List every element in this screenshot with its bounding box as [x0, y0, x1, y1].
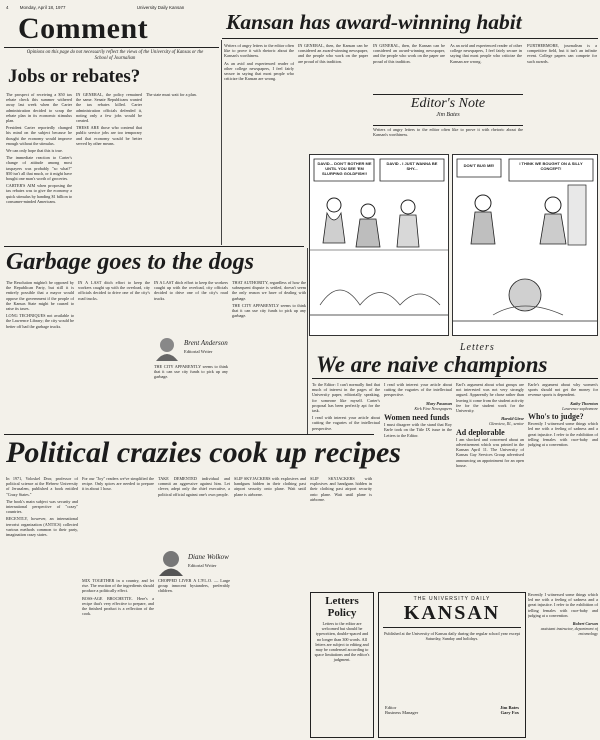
garbage-para-4: THAT AUTHORITY, regardless of how the subsequent dispute is settled, doesn't seem the only reason we have of dealing with garbage.	[232, 280, 306, 301]
kansan-rule	[222, 38, 598, 39]
cartoon-left	[309, 154, 449, 336]
champions-para-7b: Recently I witnessed some things which led me with a feeling of sadness and a great injustice. I refer to the exhibition of telling females with race-baby and judging at a convention.	[528, 592, 598, 618]
garbage-para-5: THE CITY APPARENTLY seems to think that it can use city funds to pick up any garbage.	[232, 302, 306, 319]
champions-para-7: Recently I witnessed some things which led me with a feeling of sadness and a great injustice. I refer to the exhibition of telling females with race-baby and judging at a convention.	[528, 421, 598, 448]
masthead-manager-label: Business Manager	[385, 710, 419, 715]
women-title: Women need funds	[384, 413, 450, 423]
champions-headline: We are naive champions	[316, 352, 548, 377]
kansan-para-3b: IN GENERAL, then, the Kansan can be considered an award-winning newspaper, and the people who work on the paper are proud of this tradition.	[373, 43, 445, 64]
kansan-para-3: IN GENERAL, then, the Kansan can be considered an award-winning newspaper, and the people who work on the paper are proud of this tradition.	[298, 43, 368, 64]
champions-column-3	[456, 382, 524, 588]
champions-para-5: I must disagree with the stand that Roy Earle took on the Title IX issue in the Letters to the Editor.	[384, 422, 452, 438]
whos-title: Who's to judge?	[528, 412, 584, 422]
garbage-byline-title: Editorial Writer	[184, 349, 213, 354]
comment-section-title: Comment	[18, 12, 149, 45]
political-para-9b: SLIP SKYJACKERS with explosives and handguns hidden in their clothing past airport security onto plane. Wait until plane is airborne.	[310, 476, 372, 502]
garbage-column-2	[78, 280, 150, 430]
masthead-box	[378, 592, 526, 738]
champions-para-4: I am shocked and concerned about an advertisement which was printed in the Kansan April 11. The University of Kansas Gay Services Group advertised announcing an appointment for an open house.	[456, 436, 524, 468]
cartoon-right	[452, 154, 598, 336]
champions-para-1: To the Editor: I can't normally find that much of interest in the pages of the University paper, editorially speaking, for someone like myself. Carter's proposal has been perfectly apt for the task.	[312, 382, 380, 414]
champions-signer-4: Robert Carson	[572, 621, 598, 627]
political-para-1: In 1971, Voloskel Dror, professor of political science at the Hebrew University of Jerusalem, published a book entitled "Crazy States."	[6, 476, 78, 497]
champions-signer-3-role: Lawrence sophomore	[562, 405, 598, 411]
comment-rule	[4, 47, 219, 48]
folio-paper: University Daily Kansan	[136, 5, 185, 10]
political-para-5: MIX TOGETHER in a country, and let rise. The reaction of the ingredients should produce a politically effect.	[82, 578, 154, 594]
comment-para-7: THESE ARE those who contend that public service jobs are too temporary and that economy would be better served by other means.	[76, 125, 142, 146]
garbage-para-3b: IN A LAST ditch effort to keep the workers caught up with the overload, city officials decided to drive one of the city's road trucks.	[154, 280, 228, 301]
comment-column-2	[76, 92, 142, 244]
editors-note-title: Editor's Note	[410, 96, 486, 111]
masthead-editor: Jim Bates	[500, 705, 519, 710]
comment-para-5: CARTER'S AIM when proposing the tax rebates was to give the economy a quick stimulus by handing $1 billion to consumer-minded Americans.	[6, 183, 72, 204]
champions-column-5	[528, 592, 598, 736]
kansan-headline: Kansan has award-winning habit	[226, 10, 522, 34]
garbage-rule	[4, 246, 304, 247]
folio-page-number: 4	[6, 5, 9, 10]
political-column-6	[234, 476, 306, 736]
editors-note-box	[373, 94, 523, 126]
comment-headline: Jobs or rebates?	[8, 66, 141, 87]
champions-rule	[312, 378, 598, 379]
kansan-para-4: FURTHERMORE, journalism is a competitive field, but it isn't an infinite event. College papers can compete for such awards.	[527, 43, 597, 64]
kansan-column-3	[373, 43, 445, 91]
garbage-para-5b: THE CITY APPARENTLY seems to think that it can use city funds to pick up any garbage.	[154, 364, 228, 380]
comment-para-3: We can only hope that this is true.	[6, 148, 63, 154]
masthead-editor-label: Editor	[385, 705, 397, 710]
cartoon-right-bubble-2: I THINK WE BOUGHT ON A SILLY CONCEPT!	[519, 161, 583, 171]
champions-signer-2: Harold Giese	[501, 416, 524, 422]
political-column-4	[158, 476, 230, 546]
garbage-para-2: LONG TECHNIQUES not available to the Lawrence Library; the city would be better off had the garbage trucks.	[6, 313, 74, 329]
comment-para-4: The immediate reaction to Carter's change of attitude among most taxpayers was probably "so what?" $50 isn't all that much, or it might have bought one man's worth of groceries.	[6, 155, 72, 182]
ad-title: Ad deplorable	[456, 427, 505, 437]
champions-signer-4-role: assistant instructor, department of entomology	[540, 626, 598, 637]
kansan-column-4	[450, 43, 522, 91]
political-byline-name: Diane Wolkow	[188, 553, 229, 561]
editors-note-name: Jim Bates	[436, 112, 460, 118]
political-headline: Political crazies cook up recipes	[6, 436, 401, 469]
political-para-8: CHOPPED LIVER A L'P.L.O. — Large group innocent bystanders, preferably children.	[158, 578, 230, 594]
kansan-para-1: Writers of angry letters to the editor often like to prove it with rhetoric about the Kansan's worthiness.	[224, 43, 294, 59]
kansan-column-2	[298, 43, 368, 161]
champions-signer-1-role: Kirk Fine Newspapers	[414, 405, 452, 411]
political-byline-portrait	[158, 548, 184, 576]
letters-label: Letters	[460, 342, 495, 353]
cartoon-right-drawing	[453, 155, 597, 335]
comment-para-6: IN GENERAL, the policy remained the same. Senate Republicans wanted the tax rebates killed. Carter administration officials defended it, noting only a few jobs would be created.	[76, 92, 142, 124]
kansan-column-5	[527, 43, 597, 161]
kansan-para-2: As an avid and experienced reader of other college newspapers, I feel fairly secure in saying that most people who criticize the Kansan are wrong.	[224, 60, 294, 82]
political-para-4: For our "Joy" readers we've simplified the recipe. Only spices are needed to prepare it in about 1 hour.	[82, 476, 154, 492]
garbage-column-5	[154, 364, 228, 430]
political-column-3	[82, 578, 154, 736]
garbage-byline-name: Brent Anderson	[184, 339, 228, 347]
cartoon-left-drawing	[310, 155, 448, 335]
masthead-staff	[385, 705, 519, 715]
champions-para-2: I read with interest your article about cutting the vagaries of the intellectual perspective.	[312, 415, 380, 431]
letters-policy-title: Letters Policy	[325, 595, 359, 619]
political-para-7: TAKE DEMENTED individual and commit an aggressive against him. Let clever, adept only the chief executive, a political official against one's own people.	[158, 476, 230, 497]
political-byline-title: Editorial Writer	[188, 563, 217, 568]
column-separator	[307, 248, 308, 434]
garbage-byline-portrait	[154, 335, 180, 361]
comment-column-3	[146, 92, 216, 244]
masthead-name: KANSAN	[383, 602, 521, 628]
garbage-column-1	[6, 280, 74, 430]
cartoon-right-bubble-1: DON'T BUG ME!	[463, 163, 495, 168]
champions-column-2	[384, 382, 452, 588]
kansan-column-1	[224, 43, 294, 161]
masthead-manager: Gary Fox	[500, 710, 519, 715]
political-para-2: The book's main subject was security and international perspective of "crazy" countries.	[6, 498, 78, 515]
column-separator	[221, 40, 222, 245]
folio-date: Monday, April 18, 1977	[19, 5, 66, 10]
letters-policy-box	[310, 592, 374, 738]
garbage-headline: Garbage goes to the dogs	[6, 249, 254, 275]
cartoon-left-bubble-2: DAVID - I JUST WANNA BE SHY...	[386, 161, 438, 171]
masthead-label: THE UNIVERSITY DAILY	[413, 596, 491, 602]
masthead-manager-row	[385, 710, 519, 715]
political-column-5	[158, 578, 230, 736]
garbage-column-3	[154, 280, 228, 332]
comment-para-2: President Carter reportedly changed his mind on the subject because he thought the economy would improve enough without the stimulus.	[6, 125, 72, 146]
garbage-column-4	[232, 280, 306, 430]
champions-para-2b: I read with interest your article about cutting the vagaries of the intellectual perspective.	[384, 382, 452, 398]
comment-tagline: Opinions on this page do not necessarily reflect the views of the University of Kansas or the School of Journalism	[26, 50, 204, 61]
garbage-para-3: IN A LAST ditch effort to keep the workers caught up with the overload, city officials decided to drive one of the city's road trucks.	[78, 280, 150, 301]
comment-para-1: The prospect of receiving a $50 tax rebate check this summer withered away last week when the Carter administration decided to scrap the rebate plan in its economic stimulus plan.	[6, 92, 72, 124]
political-column-2	[82, 476, 154, 546]
champions-column-1	[312, 382, 380, 588]
political-para-6: BOSS-AGE BROCHETTE. Here's a recipe that's very effective to prepare, and the finished product is a reflection of the cook.	[82, 595, 154, 617]
champions-signer-3: Kathy Thornton	[570, 400, 598, 406]
comment-column-1	[6, 92, 72, 244]
masthead-info: Published at the University of Kansas daily during the regular school year except Saturday, Sunday and holidays.	[384, 631, 520, 642]
political-para-9: SLIP SKYJACKERS with explosives and handguns hidden in their clothing past airport security onto plane. Wait until plane is airborne.	[234, 476, 306, 497]
cartoon-left-bubble-1: DAVID... DON'T BOTHER ME UNTIL YOU SEE 'EM SLURPING GOLDFISH!!	[317, 161, 372, 176]
comment-para-8: The state must wait for a plan.	[146, 92, 197, 97]
champions-para-6: Earle's argument about why women's sports should not get the money for revenue sports is dependent.	[528, 382, 598, 398]
political-column-1	[6, 476, 78, 736]
garbage-para-1: The Resolution mightn't be opposed by the Republican Party, but still it is entirely possible that a mayor would oppose the government if the people of the Kansas State might be caused to raise its taxes.	[6, 280, 74, 312]
kansan-para-1b: Writers of angry letters to the editor often like to prove it with rhetoric about the Kansan's worthiness.	[373, 127, 523, 138]
champions-column-4	[528, 382, 598, 588]
kansan-para-2b: As an avid and experienced reader of other college newspapers, I feel fairly secure in saying that most people who criticize the Kansan are wrong.	[450, 43, 522, 64]
champions-signer-1: Mary Passman	[426, 400, 452, 406]
letters-policy-text: Letters to the editor are welcomed but should be typewritten, double-spaced and no longer than 300 words. All letters are subject to editing and may be condensed according to space limitations and the editor's judgment.	[314, 621, 370, 663]
political-para-3: RECENTLY, however, an international terrorist organization (ANTICS) collected various methods common to their party, imagination crazy states.	[6, 516, 78, 538]
champions-para-3: Earl's argument about what groups are not interested was not very strongly argued. Apparently he chose rather than leaving it come from the student activity fee for the student work for the University.	[456, 382, 524, 414]
champions-signer-2-role: Glenview, Ill., senior	[489, 421, 524, 427]
